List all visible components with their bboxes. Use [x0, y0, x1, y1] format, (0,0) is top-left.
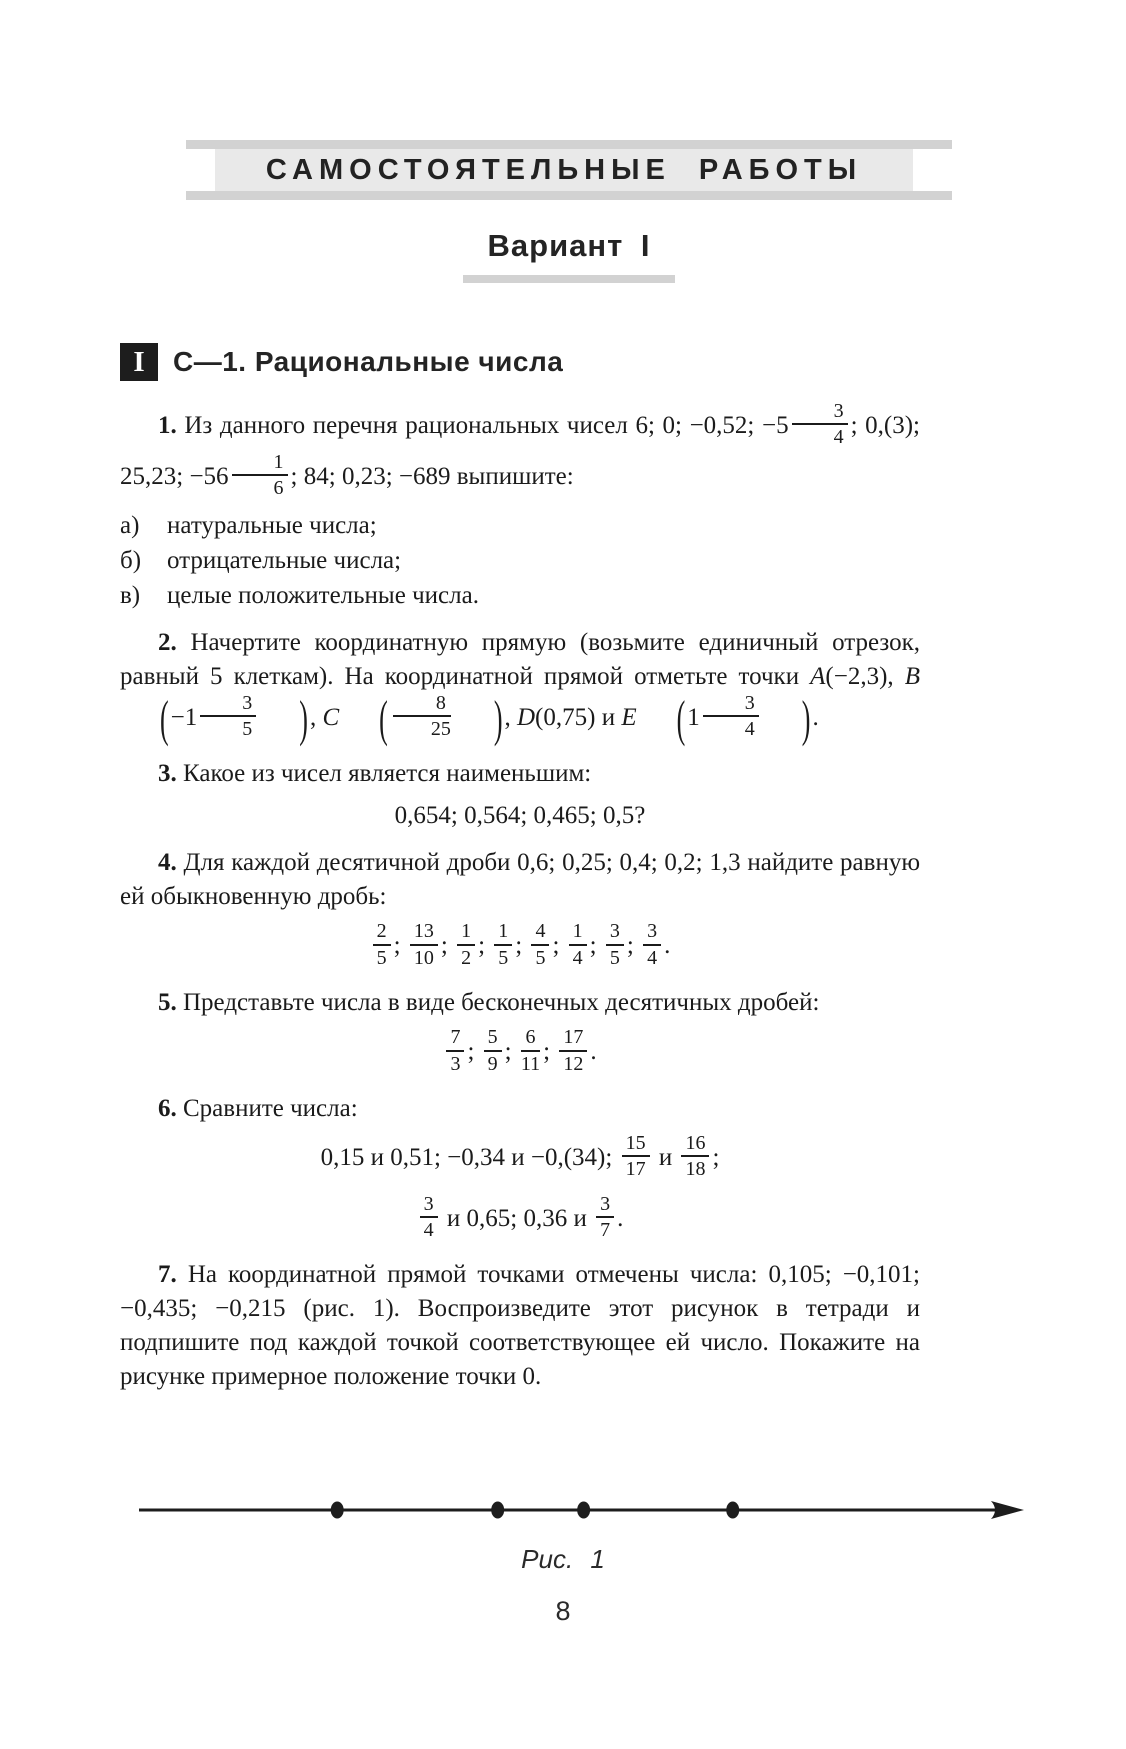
- fraction-numerator: 3: [596, 1193, 614, 1218]
- text-run: и: [652, 1144, 679, 1172]
- section-title: С—1. Рациональные числа: [173, 346, 564, 377]
- text-run: 0,15 и 0,51; −0,34 и −0,(34);: [320, 1144, 619, 1172]
- fraction-denominator: 2: [461, 946, 472, 969]
- fraction: [410, 920, 438, 969]
- fraction-denominator: 17: [625, 1158, 646, 1181]
- number-line-dot: [726, 1502, 739, 1519]
- text-run: .: [617, 1204, 624, 1232]
- fraction-numerator: 4: [531, 920, 549, 945]
- text-run: −1: [170, 703, 198, 731]
- problem-5-math-row: [120, 1028, 920, 1079]
- text-run: A: [810, 662, 826, 690]
- fraction-denominator: 4: [744, 717, 755, 740]
- fraction-numerator: 15: [622, 1132, 650, 1157]
- number-line-dot: [331, 1502, 344, 1519]
- fraction: [494, 920, 512, 969]
- fraction-denominator: 6: [273, 477, 284, 500]
- page-title: САМОСТОЯТЕЛЬНЫЕ РАБОТЫ: [215, 149, 913, 191]
- list-item: [120, 508, 920, 543]
- text-run: Для каждой десятичной дроби 0,6; 0,25; 0,4; 0,2; 1,3 найдите равную ей обыкновенную дробь:: [120, 849, 920, 911]
- text-run: (−2,3),: [825, 662, 905, 690]
- list-item-label: б): [120, 546, 142, 574]
- fraction-numerator: 3: [606, 920, 624, 945]
- header-band-top-strip: [186, 140, 952, 149]
- problem-number: 2.: [158, 628, 191, 656]
- fraction-denominator: 7: [600, 1219, 611, 1242]
- text-run: C: [322, 703, 340, 731]
- figure-1: [0, 1492, 1126, 1575]
- problem-number: 1.: [158, 412, 185, 440]
- header-band: [186, 140, 952, 200]
- fraction: [681, 1132, 709, 1181]
- text-run: Начертите координатную прямую (возьмите единичный отрезок, равный 5 клеткам). На координатной прямой отметьте точки: [120, 628, 921, 690]
- list-item-label: а): [120, 511, 140, 539]
- fraction: [559, 1026, 587, 1075]
- fraction-denominator: 4: [423, 1219, 434, 1242]
- fraction: [703, 692, 759, 741]
- problem-6-math-row: [120, 1131, 920, 1185]
- fraction: [200, 692, 256, 741]
- fraction-denominator: 5: [609, 946, 620, 969]
- text-run: ;: [504, 1038, 518, 1066]
- number-line: [0, 1492, 1126, 1528]
- text-run: .: [812, 703, 819, 731]
- variant-underline: [463, 275, 675, 283]
- fraction-numerator: 3: [643, 920, 661, 945]
- text-run: E: [621, 703, 637, 731]
- fraction: [446, 1026, 464, 1075]
- text-run: ; 84; 0,23; −689 выпишите:: [290, 462, 574, 490]
- problem-5: [120, 986, 920, 1079]
- text-run: ;: [515, 932, 529, 960]
- problem-number: 5.: [158, 989, 183, 1017]
- list-item-text: целые положительные числа.: [167, 581, 479, 609]
- text-run: ,: [504, 703, 517, 731]
- problem-5-paragraph: [120, 986, 920, 1020]
- problem-6-paragraph: [120, 1092, 920, 1126]
- fraction-denominator: 5: [498, 946, 509, 969]
- problem-7: [120, 1258, 920, 1394]
- problem-3-math-row: [120, 799, 920, 833]
- problem-1-sublist: [120, 508, 920, 613]
- text-run: 1: [687, 703, 700, 731]
- fraction: [457, 920, 475, 969]
- fraction-numerator: 3: [703, 692, 759, 717]
- fraction-numerator: 17: [559, 1026, 587, 1051]
- problem-number: 6.: [158, 1094, 183, 1122]
- fraction-denominator: 9: [487, 1052, 498, 1075]
- problem-6: [120, 1092, 920, 1246]
- fraction: [393, 692, 451, 741]
- fraction-numerator: 5: [484, 1026, 502, 1051]
- text-run: ;: [543, 1038, 557, 1066]
- problem-3: [120, 757, 920, 833]
- text-run: ;: [393, 932, 407, 960]
- fraction-numerator: 2: [373, 920, 391, 945]
- text-run: .: [664, 932, 671, 960]
- text-run: B: [904, 662, 921, 690]
- big-paren: ): [493, 690, 503, 747]
- text-run: На координатной прямой точками отмечены числа: 0,105; −0,101; −0,435; −0,215 (рис. 1). Воспроизведите этот рисунок в тетради и подпишите под каждой точкой соответствующее ей число. Покажите на рисунке примерное положение точки 0.: [120, 1261, 920, 1391]
- text-run: 0,654; 0,564; 0,465; 0,5?: [394, 802, 646, 830]
- big-paren: (: [379, 690, 388, 747]
- fraction-numerator: 3: [420, 1193, 438, 1218]
- number-line-arrow-icon: [991, 1501, 1024, 1519]
- text-run: ; 0,(3); 25,23; −56: [120, 412, 920, 490]
- fraction: [232, 451, 288, 500]
- fraction-numerator: 1: [569, 920, 587, 945]
- fraction-denominator: 4: [833, 426, 844, 449]
- page-number: 8: [555, 1596, 571, 1626]
- fraction-numerator: 1: [494, 920, 512, 945]
- problem-number: 4.: [158, 849, 184, 877]
- section-heading: [120, 343, 563, 381]
- fraction: [606, 920, 624, 969]
- problem-2-paragraph: [120, 626, 920, 745]
- variant-heading: [186, 228, 952, 283]
- problem-4-math-row: [120, 922, 920, 973]
- text-run: ;: [478, 932, 492, 960]
- fraction-denominator: 3: [450, 1052, 461, 1075]
- list-item: [120, 578, 920, 613]
- big-paren: ): [801, 690, 811, 747]
- variant-title: Вариант I: [487, 228, 651, 263]
- list-item: [120, 543, 920, 578]
- fraction: [521, 1026, 540, 1075]
- problem-4-paragraph: [120, 846, 920, 914]
- text-run: .: [590, 1038, 597, 1066]
- fraction: [622, 1132, 650, 1181]
- number-line-dot: [491, 1502, 504, 1519]
- text-run: D: [516, 703, 536, 731]
- text-run: Из данного перечня рациональных чисел 6; 0; −0,52; −5: [184, 412, 789, 440]
- fraction-denominator: 4: [572, 946, 583, 969]
- problem-7-paragraph: [120, 1258, 920, 1394]
- fraction: [531, 920, 549, 969]
- fraction-numerator: 6: [521, 1026, 540, 1051]
- fraction-numerator: 3: [792, 400, 848, 425]
- text-run: Представьте числа в виде бесконечных десятичных дробей:: [183, 989, 820, 1017]
- fraction: [569, 920, 587, 969]
- header-band-bottom-strip: [186, 191, 952, 200]
- fraction-denominator: 18: [685, 1158, 706, 1181]
- big-paren: (: [676, 690, 686, 747]
- number-line-dot: [577, 1502, 590, 1519]
- text-run: (0,75) и: [535, 703, 622, 731]
- fraction-numerator: 3: [200, 692, 256, 717]
- problem-3-paragraph: [120, 757, 920, 791]
- fraction-denominator: 25: [430, 717, 451, 740]
- fraction-denominator: 11: [520, 1052, 541, 1075]
- text-run: ;: [552, 932, 566, 960]
- fraction-denominator: 5: [242, 717, 253, 740]
- problem-number: 3.: [158, 760, 183, 788]
- fraction: [373, 920, 391, 969]
- text-run: Сравните числа:: [183, 1094, 358, 1122]
- text-run: и 0,65; 0,36 и: [440, 1204, 594, 1232]
- fraction-denominator: 4: [647, 946, 658, 969]
- fraction: [484, 1026, 502, 1075]
- list-item-label: в): [120, 581, 141, 609]
- fraction-denominator: 5: [376, 946, 387, 969]
- fraction: [420, 1193, 438, 1242]
- fraction-numerator: 8: [393, 692, 451, 717]
- big-paren: ): [299, 690, 308, 747]
- section-badge: I: [120, 343, 158, 381]
- fraction: [596, 1193, 614, 1242]
- text-run: ;: [467, 1038, 481, 1066]
- problems-list: [120, 402, 920, 1407]
- text-run: ;: [712, 1144, 720, 1172]
- text-run: ;: [626, 932, 641, 960]
- problem-number: 7.: [158, 1261, 188, 1289]
- text-run: ;: [589, 932, 603, 960]
- fraction-numerator: 7: [446, 1026, 464, 1051]
- problem-1: [120, 402, 920, 613]
- fraction-numerator: 1: [232, 451, 288, 476]
- text-run: ,: [309, 703, 323, 731]
- text-run: ;: [440, 932, 455, 960]
- figure-caption: Рис. 1: [521, 1544, 605, 1574]
- fraction-numerator: 1: [457, 920, 475, 945]
- fraction: [792, 400, 848, 449]
- fraction-numerator: 16: [681, 1132, 709, 1157]
- problem-4: [120, 846, 920, 973]
- fraction-denominator: 5: [535, 946, 546, 969]
- fraction-numerator: 13: [410, 920, 438, 945]
- text-run: Какое из чисел является наименьшим:: [183, 760, 592, 788]
- big-paren: (: [160, 690, 169, 747]
- list-item-text: натуральные числа;: [167, 511, 377, 539]
- problem-6-math-row: [120, 1192, 920, 1246]
- list-item-text: отрицательные числа;: [167, 546, 402, 574]
- problem-2: [120, 626, 920, 745]
- fraction-denominator: 10: [413, 946, 434, 969]
- fraction: [643, 920, 661, 969]
- problem-1-paragraph: [120, 402, 920, 504]
- fraction-denominator: 12: [563, 1052, 584, 1075]
